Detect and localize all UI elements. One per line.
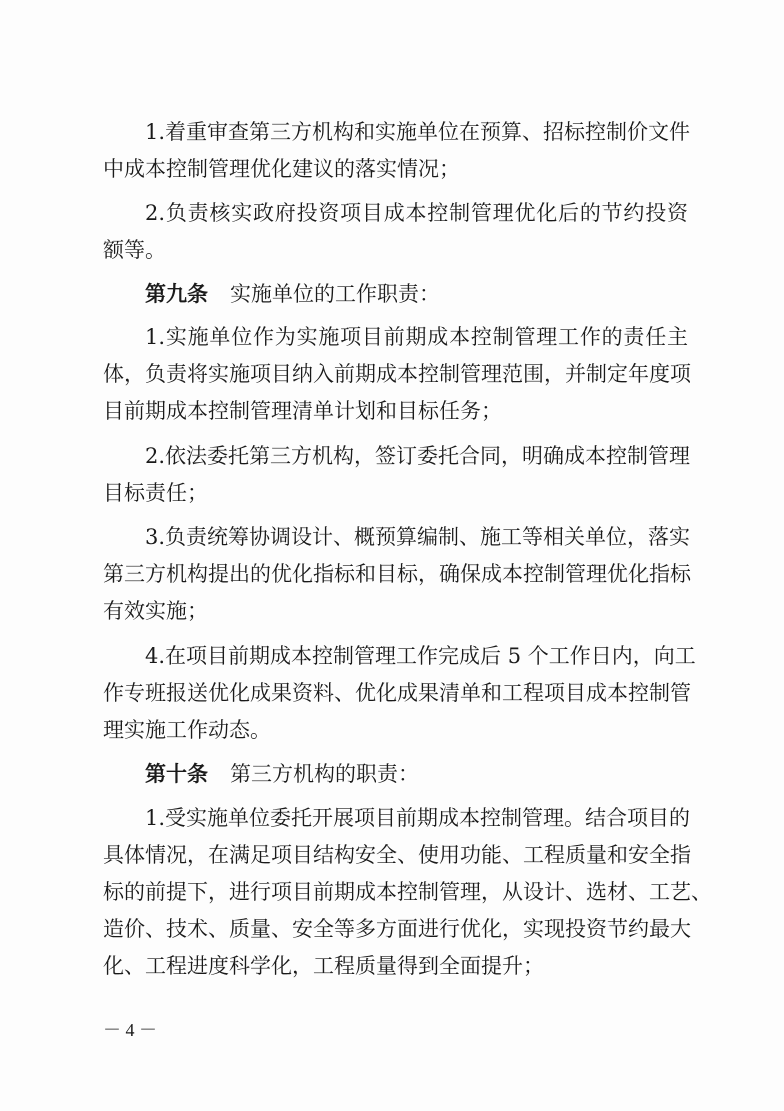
text-line: 理实施工作动态。 [103, 718, 271, 742]
text-line: 体，负责将实施项目纳入前期成本控制管理范围，并制定年度项 [103, 362, 691, 386]
text-line: 目标责任； [103, 481, 208, 505]
text-line: 造价、技术、质量、安全等多方面进行优化，实现投资节约最大 [103, 917, 691, 941]
text-line: 中成本控制管理优化建议的落实情况； [103, 157, 460, 181]
text-line: 第三方机构提出的优化指标和目标，确保成本控制管理优化指标 [103, 562, 691, 586]
article-10-title: 第三方机构的职责： [230, 762, 419, 786]
text-line: 作专班报送优化成果资料、优化成果清单和工程项目成本控制管 [103, 681, 691, 705]
text-line: 化、工程进度科学化，工程质量得到全面提升； [103, 954, 544, 978]
text-line: 2.依法委托第三方机构，签订委托合同，明确成本控制管理 [145, 444, 691, 468]
text-line: 1.受实施单位委托开展项目前期成本控制管理。结合项目的 [145, 806, 691, 830]
text-line: 额等。 [103, 238, 166, 262]
text-line: 4.在项目前期成本控制管理工作完成后 5 个工作日内，向工 [145, 644, 696, 668]
text-line: 具体情况，在满足项目结构安全、使用功能、工程质量和安全指 [103, 843, 691, 867]
article-10-number: 第十条 [145, 762, 208, 786]
text-line: 1.实施单位作为实施项目前期成本控制管理工作的责任主 [145, 325, 688, 349]
article-9-title: 实施单位的工作职责： [230, 282, 440, 306]
page-number: － 4 － [103, 1020, 157, 1040]
article-9-number: 第九条 [145, 282, 208, 306]
text-line: 有效实施； [103, 599, 208, 623]
text-line: 目前期成本控制管理清单计划和目标任务； [103, 399, 502, 423]
text-line: 2.负责核实政府投资项目成本控制管理优化后的节约投资 [145, 201, 688, 225]
article-10-heading-line [145, 759, 688, 789]
text-line: 1.着重审查第三方机构和实施单位在预算、招标控制价文件 [145, 120, 691, 144]
article-9-heading-line [145, 279, 688, 309]
text-line: 标的前提下，进行项目前期成本控制管理，从设计、选材、工艺、 [103, 880, 712, 904]
text-line: 3.负责统筹协调设计、概预算编制、施工等相关单位，落实 [145, 525, 691, 549]
